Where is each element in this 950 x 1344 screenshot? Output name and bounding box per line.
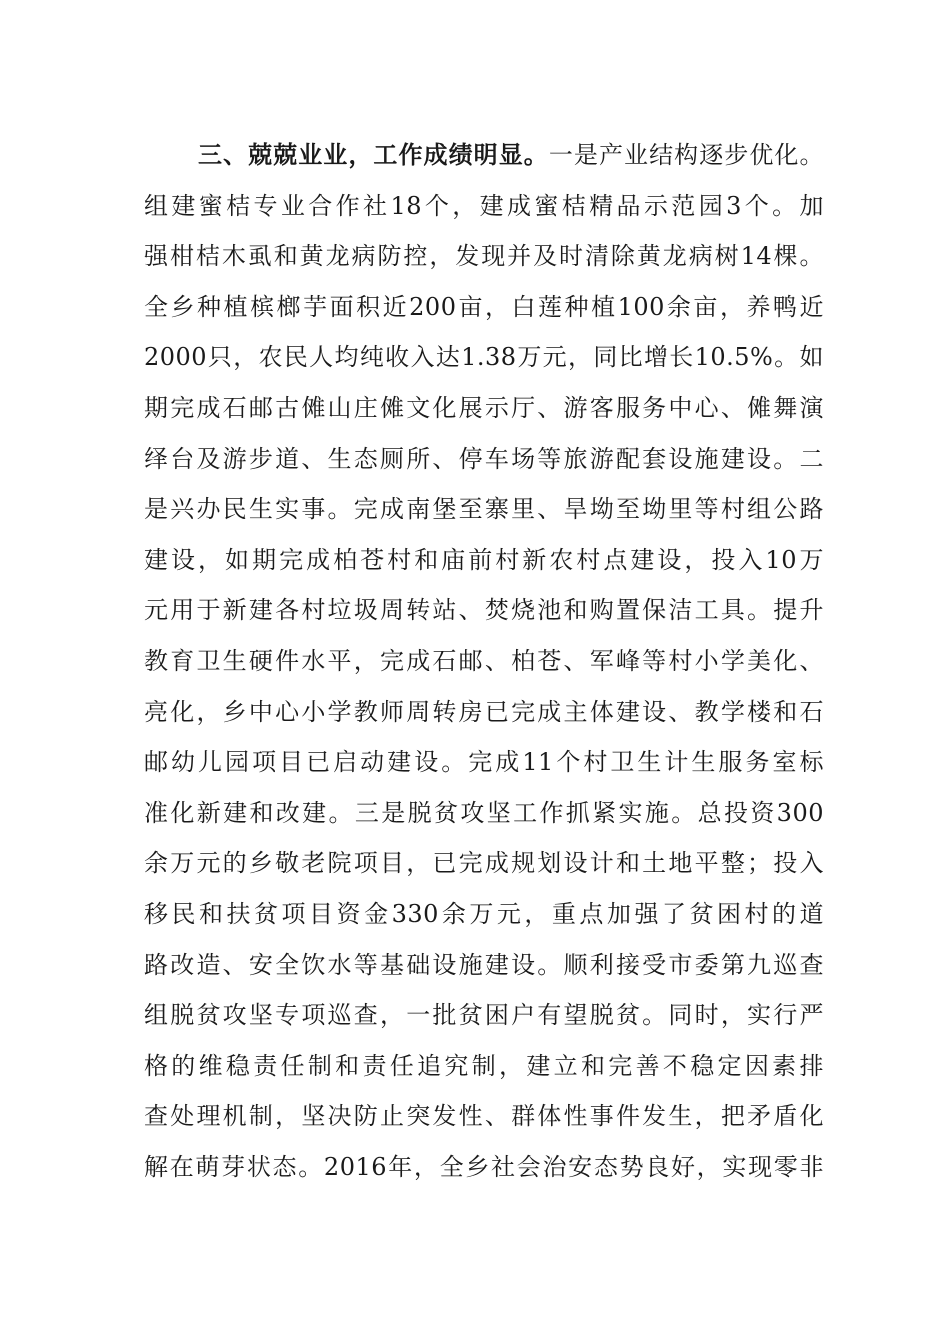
text-line: 移民和扶贫项目资金330余万元，重点加强了贫困村的道 [144, 899, 824, 928]
text-line: 全乡种植槟榔芋面积近200亩，白莲种植100余亩，养鸭近 [144, 292, 824, 321]
text-line: 余万元的乡敬老院项目，已完成规划设计和土地平整；投入 [144, 849, 824, 878]
text-line: 亮化，乡中心小学教师周转房已完成主体建设、教学楼和石 [144, 697, 824, 726]
text-line: 路改造、安全饮水等基础设施建设。顺利接受市委第九巡查 [144, 950, 824, 979]
text-line: 期完成石邮古傩山庄傩文化展示厅、游客服务中心、傩舞演 [144, 393, 824, 422]
text-line: 2000只，农民人均纯收入达1.38万元，同比增长10.5%。如 [144, 343, 824, 372]
text-line: 解在萌芽状态。2016年，全乡社会治安态势良好，实现零非 [144, 1152, 824, 1181]
text-line: 是兴办民生实事。完成南堡至寨里、旱坳至坳里等村组公路 [144, 495, 824, 524]
section-heading: 三、兢兢业业，工作成绩明显。 [198, 140, 549, 169]
first-line-text: 一是产业结构逐步优化。 [548, 141, 824, 169]
text-line: 查处理机制，坚决防止突发性、群体性事件发生，把矛盾化 [144, 1102, 824, 1131]
text-line: 建设，如期完成柏苍村和庙前村新农村点建设，投入10万 [144, 545, 824, 574]
body-text [144, 130, 824, 1192]
paragraph-first-line [144, 130, 824, 181]
text-line: 组建蜜桔专业合作社18个，建成蜜桔精品示范园3个。加 [144, 191, 824, 220]
text-line: 元用于新建各村垃圾周转站、焚烧池和购置保洁工具。提升 [144, 596, 824, 625]
text-line: 绎台及游步道、生态厕所、停车场等旅游配套设施建设。二 [144, 444, 824, 473]
text-line: 组脱贫攻坚专项巡查，一批贫困户有望脱贫。同时，实行严 [144, 1001, 824, 1030]
text-line: 教育卫生硬件水平，完成石邮、柏苍、军峰等村小学美化、 [144, 646, 824, 675]
text-line: 邮幼儿园项目已启动建设。完成11个村卫生计生服务室标 [144, 748, 824, 777]
text-line: 强柑桔木虱和黄龙病防控，发现并及时清除黄龙病树14棵。 [144, 242, 824, 271]
text-line: 格的维稳责任制和责任追究制，建立和完善不稳定因素排 [144, 1051, 824, 1080]
text-line: 准化新建和改建。三是脱贫攻坚工作抓紧实施。总投资300 [144, 798, 824, 827]
